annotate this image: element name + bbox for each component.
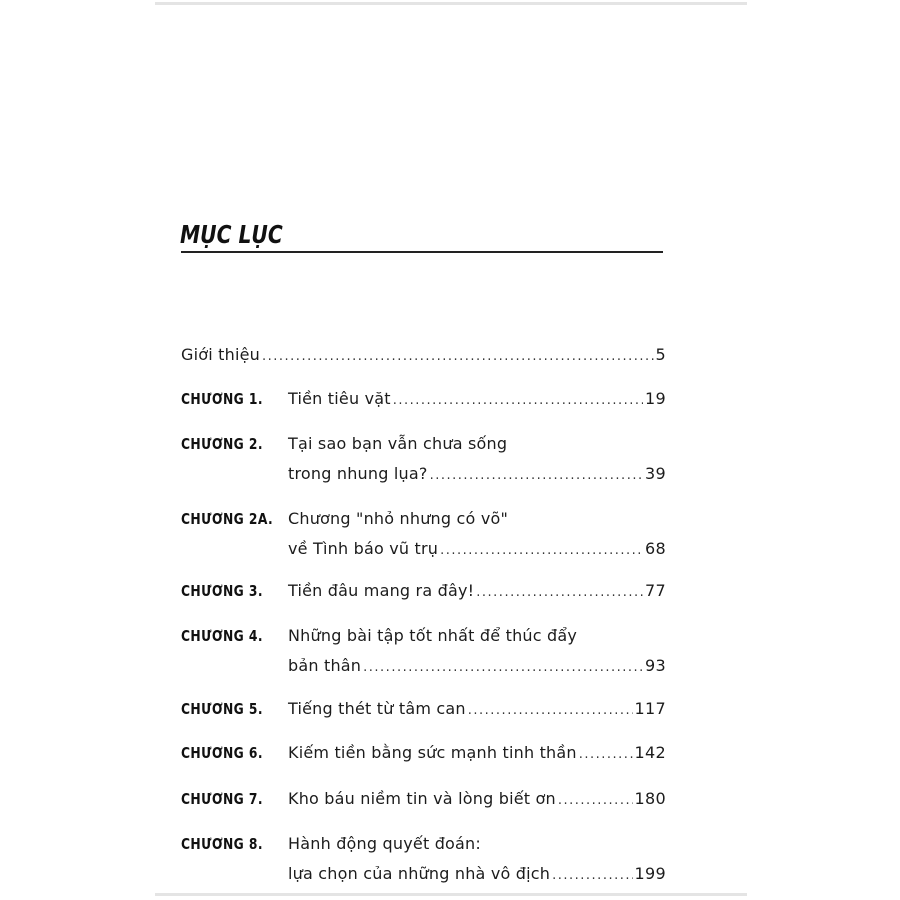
toc-entry-title-continued: trong nhung lụa?: [288, 464, 428, 483]
toc-page-number: 180: [634, 789, 666, 808]
toc-entry-intro[interactable]: [181, 340, 666, 369]
toc-page-number: 5: [655, 345, 666, 364]
dot-leader: [579, 740, 633, 769]
toc-entry-title: Chương "nhỏ nhưng có võ": [288, 509, 509, 528]
toc-page-number: 77: [645, 581, 666, 600]
dot-leader: [440, 536, 643, 565]
toc-page-number: 93: [645, 656, 666, 675]
chapter-label: CHƯƠNG 3.: [181, 582, 263, 600]
toc-entry-title-continued: lựa chọn của những nhà vô địch: [288, 864, 551, 883]
toc-entry-chapter-8[interactable]: [181, 829, 666, 888]
toc-page-number: 39: [645, 464, 666, 483]
toc-entry-chapter-2[interactable]: [181, 429, 666, 488]
dot-leader: [476, 578, 643, 607]
toc-entry-title: Tiền đâu mang ra đây!: [288, 581, 475, 600]
toc-entry-title-continued: về Tình báo vũ trụ: [288, 539, 439, 558]
chapter-label: CHƯƠNG 6.: [181, 744, 263, 762]
dot-leader: [430, 461, 643, 490]
chapter-label: CHƯƠNG 5.: [181, 700, 263, 718]
dot-leader: [552, 861, 632, 890]
dot-leader: [363, 653, 643, 682]
toc-entry-title: Những bài tập tốt nhất để thúc đẩy: [288, 626, 578, 645]
toc-page-number: 68: [645, 539, 666, 558]
dot-leader: [468, 696, 633, 725]
toc-entry-title: Tiền tiêu vặt: [288, 389, 391, 408]
dot-leader: [558, 786, 633, 815]
toc-entry-title: Giới thiệu: [181, 345, 261, 364]
toc-page-number: 199: [634, 864, 666, 883]
dot-leader: [393, 386, 643, 415]
chapter-label: CHƯƠNG 2.: [181, 435, 263, 453]
page-title: MỤC LỤC: [180, 220, 283, 249]
chapter-label: CHƯƠNG 2A.: [181, 510, 274, 528]
toc-entry-chapter-5[interactable]: [181, 694, 666, 723]
bottom-border: [155, 893, 747, 896]
chapter-label: CHƯƠNG 8.: [181, 835, 263, 853]
toc-entry-chapter-4[interactable]: [181, 621, 666, 680]
toc-entry-title: Hành động quyết đoán:: [288, 834, 481, 853]
toc-entry-chapter-3[interactable]: [181, 576, 666, 605]
toc-entry-title: Tiếng thét từ tâm can: [288, 699, 466, 718]
chapter-label: CHƯƠNG 1.: [181, 390, 263, 408]
toc-entry-title: Tại sao bạn vẫn chưa sống: [288, 434, 508, 453]
toc-entry-chapter-2a[interactable]: [181, 504, 666, 563]
toc-entry-title-continued: bản thân: [288, 656, 362, 675]
chapter-label: CHƯƠNG 4.: [181, 627, 263, 645]
toc-page-number: 19: [645, 389, 666, 408]
toc-entry-title: Kho báu niềm tin và lòng biết ơn: [288, 789, 556, 808]
toc-entry-chapter-1[interactable]: [181, 384, 666, 413]
dot-leader: [262, 342, 654, 371]
toc-entry-chapter-7[interactable]: [181, 784, 666, 813]
toc-entry-chapter-6[interactable]: [181, 738, 666, 767]
chapter-label: CHƯƠNG 7.: [181, 790, 263, 808]
toc-page-number: 117: [634, 699, 666, 718]
toc-page-number: 142: [634, 743, 666, 762]
toc-entry-title: Kiếm tiền bằng sức mạnh tinh thần: [288, 743, 577, 762]
